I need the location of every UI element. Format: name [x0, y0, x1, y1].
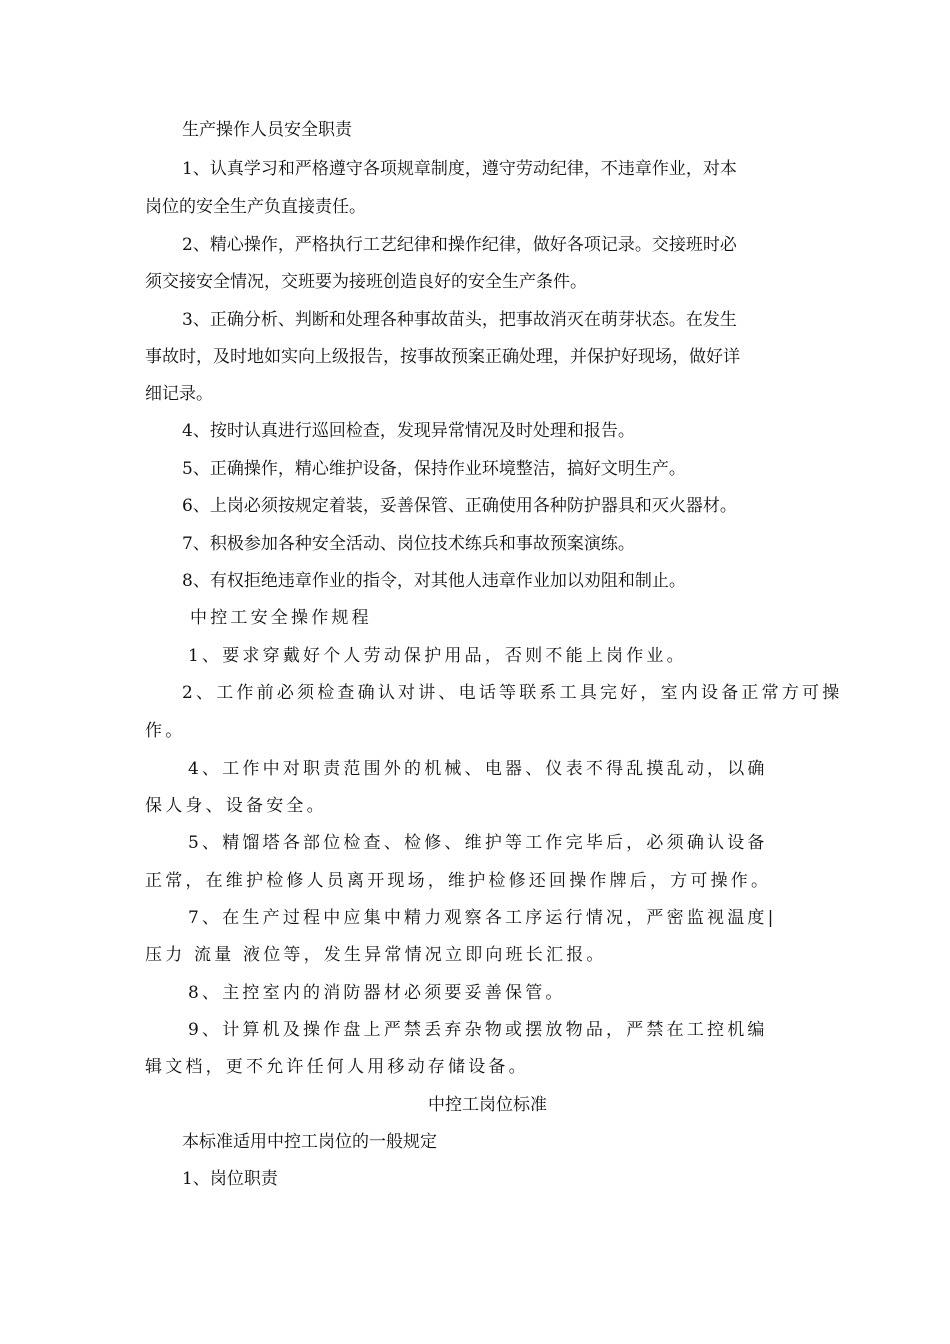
paragraph-line: 2、精心操作，严格执行工艺纪律和操作纪律，做好各项记录。交接班时必 [182, 235, 737, 255]
section-title-operating-rules: 中控工安全操作规程 [190, 608, 372, 628]
paragraph-line: 作。 [145, 721, 186, 741]
paragraph-line: 细记录。 [145, 384, 213, 404]
paragraph-line: 压力 流量 液位等，发生异常情况立即向班长汇报。 [145, 945, 607, 965]
paragraph-line: 8、主控室内的消防器材必须要妥善保管。 [188, 983, 566, 1003]
paragraph-line: 辑文档，更不允许任何人用移动存储设备。 [145, 1057, 529, 1077]
paragraph-line: 事故时，及时地如实向上级报告，按事故预案正确处理，并保护好现场，做好详 [145, 347, 740, 367]
paragraph-line: 1、认真学习和严格遵守各项规章制度，遵守劳动纪律，不违章作业，对本 [182, 159, 737, 179]
paragraph-line: 本标准适用中控工岗位的一般规定 [182, 1132, 437, 1152]
paragraph-line: 7、积极参加各种安全活动、岗位技术练兵和事故预案演练。 [182, 534, 635, 554]
paragraph-line: 9、计算机及操作盘上严禁丢弃杂物或摆放物品，严禁在工控机编 [188, 1020, 768, 1040]
paragraph-line: 8、有权拒绝违章作业的指令，对其他人违章作业加以劝阻和制止。 [182, 571, 686, 591]
paragraph-line: 4、工作中对职责范围外的机械、电器、仪表不得乱摸乱动，以确 [188, 759, 768, 779]
paragraph-line: 岗位的安全生产负直接责任。 [145, 197, 366, 217]
section-title-safety-duties: 生产操作人员安全职责 [182, 120, 352, 140]
paragraph-line: 6、上岗必须按规定着装，妥善保管、正确使用各种防护器具和灭火器材。 [182, 496, 737, 516]
subsection-title-post-duties: 1、岗位职责 [182, 1169, 278, 1189]
paragraph-line: 7、在生产过程中应集中精力观察各工序运行情况，严密监视温度| [188, 908, 777, 928]
paragraph-line: 保人身、设备安全。 [145, 796, 327, 816]
paragraph-line: 须交接安全情况，交班要为接班创造良好的安全生产条件。 [145, 272, 587, 292]
paragraph-line: 2、工作前必须检查确认对讲、电话等联系工具完好，室内设备正常方可操 [182, 683, 843, 703]
paragraph-line: 1、要求穿戴好个人劳动保护用品，否则不能上岗作业。 [188, 646, 687, 666]
paragraph-line: 正常，在维护检修人员离开现场，维护检修还回操作牌后，方可操作。 [145, 871, 772, 891]
paragraph-line: 3、正确分析、判断和处理各种事故苗头，把事故消灭在萌芽状态。在发生 [182, 310, 737, 330]
section-title-post-standard: 中控工岗位标准 [428, 1095, 547, 1115]
paragraph-line: 5、正确操作，精心维护设备，保持作业环境整洁，搞好文明生产。 [182, 459, 686, 479]
paragraph-line: 5、精馏塔各部位检查、检修、维护等工作完毕后，必须确认设备 [188, 833, 768, 853]
paragraph-line: 4、按时认真进行巡回检查，发现异常情况及时处理和报告。 [182, 421, 635, 441]
